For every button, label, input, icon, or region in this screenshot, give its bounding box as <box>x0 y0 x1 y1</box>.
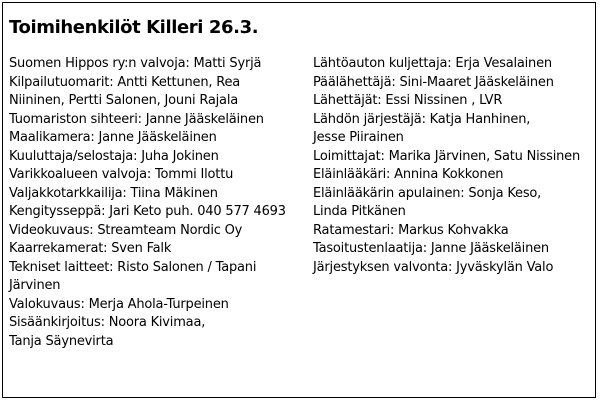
text-line: Valjakkotarkkailija: Tiina Mäkinen <box>9 185 218 201</box>
text-line: Maalikamera: Janne Jääskeläinen <box>9 130 217 145</box>
text-line: Järjestyksen valvonta: Jyväskylän Valo <box>313 259 554 275</box>
left-column <box>9 55 309 351</box>
text-line: Lähettäjät: Essi Nissinen , LVR <box>313 93 503 108</box>
text-line: Linda Pitkänen <box>313 204 406 219</box>
text-line: Suomen Hippos ry:n valvoja: Matti Syrjä <box>9 56 262 71</box>
text-line: Kuuluttaja/selostaja: Juha Jokinen <box>9 148 219 164</box>
right-column <box>313 55 595 277</box>
text-line: Lähtöauton kuljettaja: Erja Vesalainen <box>313 56 552 71</box>
text-line: Niininen, Pertti Salonen, Jouni Rajala <box>9 93 239 108</box>
text-line: Päälähettäjä: Sini-Maaret Jääskeläinen <box>313 74 554 90</box>
text-line: Järvinen <box>9 278 61 293</box>
text-line: Kengitysseppä: Jari Keto puh. 040 577 4693 <box>9 204 286 219</box>
text-line: Lähdön järjestäjä: Katja Hanhinen, <box>313 111 531 127</box>
text-line: Valokuvaus: Merja Ahola-Turpeinen <box>9 296 229 312</box>
text-line: Varikkoalueen valvoja: Tommi Ilottu <box>9 167 234 182</box>
text-line: Eläinlääkärin apulainen: Sonja Keso, <box>313 185 542 201</box>
text-line: Tekniset laitteet: Risto Salonen / Tapani <box>9 259 257 275</box>
text-line: Tanja Säynevirta <box>9 333 114 349</box>
text-line: Tuomariston sihteeri: Janne Jääskeläinen <box>9 111 264 127</box>
text-line: Tasoitustenlaatija: Janne Jääskeläinen <box>313 241 549 256</box>
text-line: Kaarrekamerat: Sven Falk <box>9 241 172 256</box>
text-line: Eläinlääkäri: Annina Kokkonen <box>313 167 504 182</box>
text-line: Videokuvaus: Streamteam Nordic Oy <box>9 222 243 238</box>
text-line: Kilpailutuomarit: Antti Kettunen, Rea <box>9 74 241 90</box>
text-line: Loimittajat: Marika Järvinen, Satu Nissinen <box>313 148 580 164</box>
document-frame <box>2 2 596 398</box>
text-line: Sisäänkirjoitus: Noora Kivimaa, <box>9 315 206 330</box>
text-line: Ratamestari: Markus Kohvakka <box>313 222 509 238</box>
page-title: Toimihenkilöt Killeri 26.3. <box>9 17 259 38</box>
text-line: Jesse Piirainen <box>313 130 404 145</box>
